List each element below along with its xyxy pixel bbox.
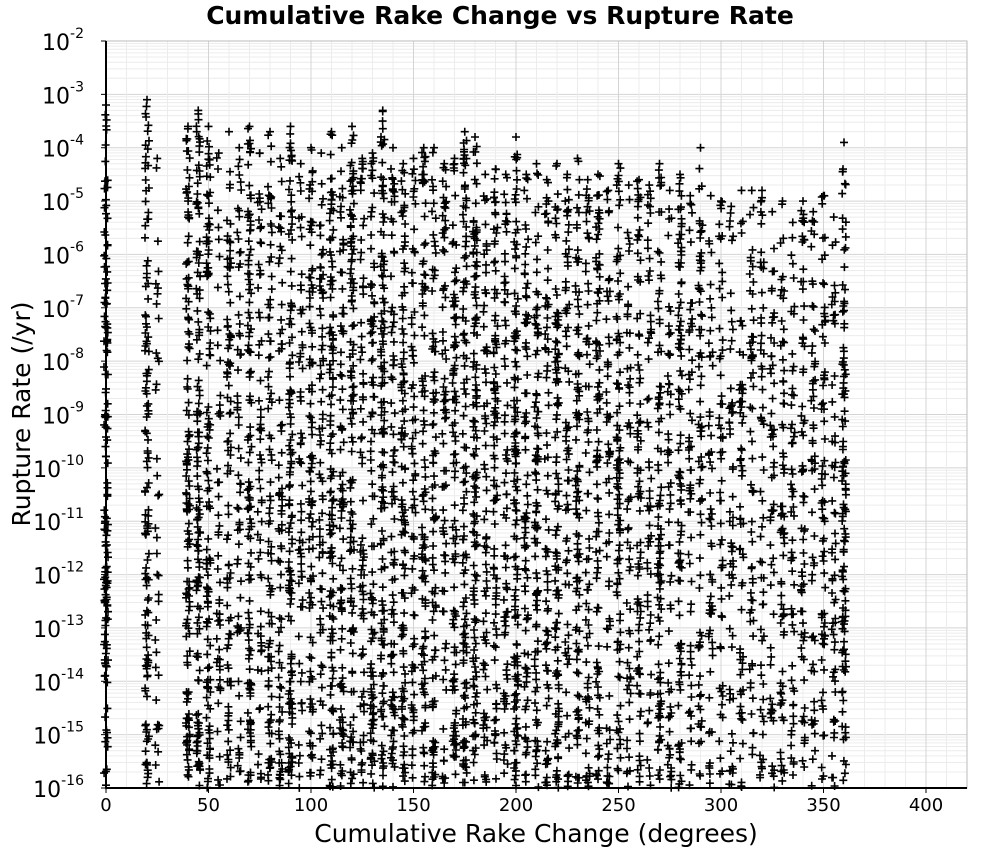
y-tick-label: $10^{-9}$	[42, 399, 84, 430]
y-tick-label: $10^{-12}$	[33, 559, 84, 590]
y-axis-label: Rupture Rate (/yr)	[7, 301, 36, 527]
y-tick-label: $10^{-16}$	[33, 773, 84, 803]
x-tick-label: 200	[498, 795, 534, 816]
y-tick-label: $10^{-8}$	[42, 346, 84, 377]
y-tick-label: $10^{-2}$	[42, 26, 84, 56]
x-tick-label: 150	[396, 795, 431, 816]
y-tick-label: $10^{-13}$	[33, 612, 84, 643]
x-tick-label: 50	[197, 795, 220, 816]
chart-title: Cumulative Rake Change vs Rupture Rate	[206, 1, 794, 30]
x-axis-label: Cumulative Rake Change (degrees)	[314, 819, 758, 848]
x-tick-label: 250	[601, 795, 636, 816]
y-tick-label: $10^{-3}$	[42, 79, 84, 110]
x-tick-label: 300	[703, 795, 739, 816]
y-tick-label: $10^{-14}$	[33, 666, 84, 697]
x-tick-label: 0	[100, 795, 112, 816]
y-tick-label: $10^{-6}$	[42, 239, 84, 270]
y-tick-label: $10^{-10}$	[33, 452, 84, 483]
y-tick-label: $10^{-11}$	[33, 506, 84, 537]
x-tick-label: 350	[806, 795, 841, 816]
x-tick-label: 400	[908, 795, 944, 816]
y-tick-label: $10^{-5}$	[42, 186, 84, 217]
y-tick-label: $10^{-4}$	[42, 132, 84, 163]
y-tick-label: $10^{-15}$	[33, 719, 84, 750]
y-tick-label: $10^{-7}$	[42, 292, 84, 323]
x-tick-label: 100	[293, 795, 329, 816]
